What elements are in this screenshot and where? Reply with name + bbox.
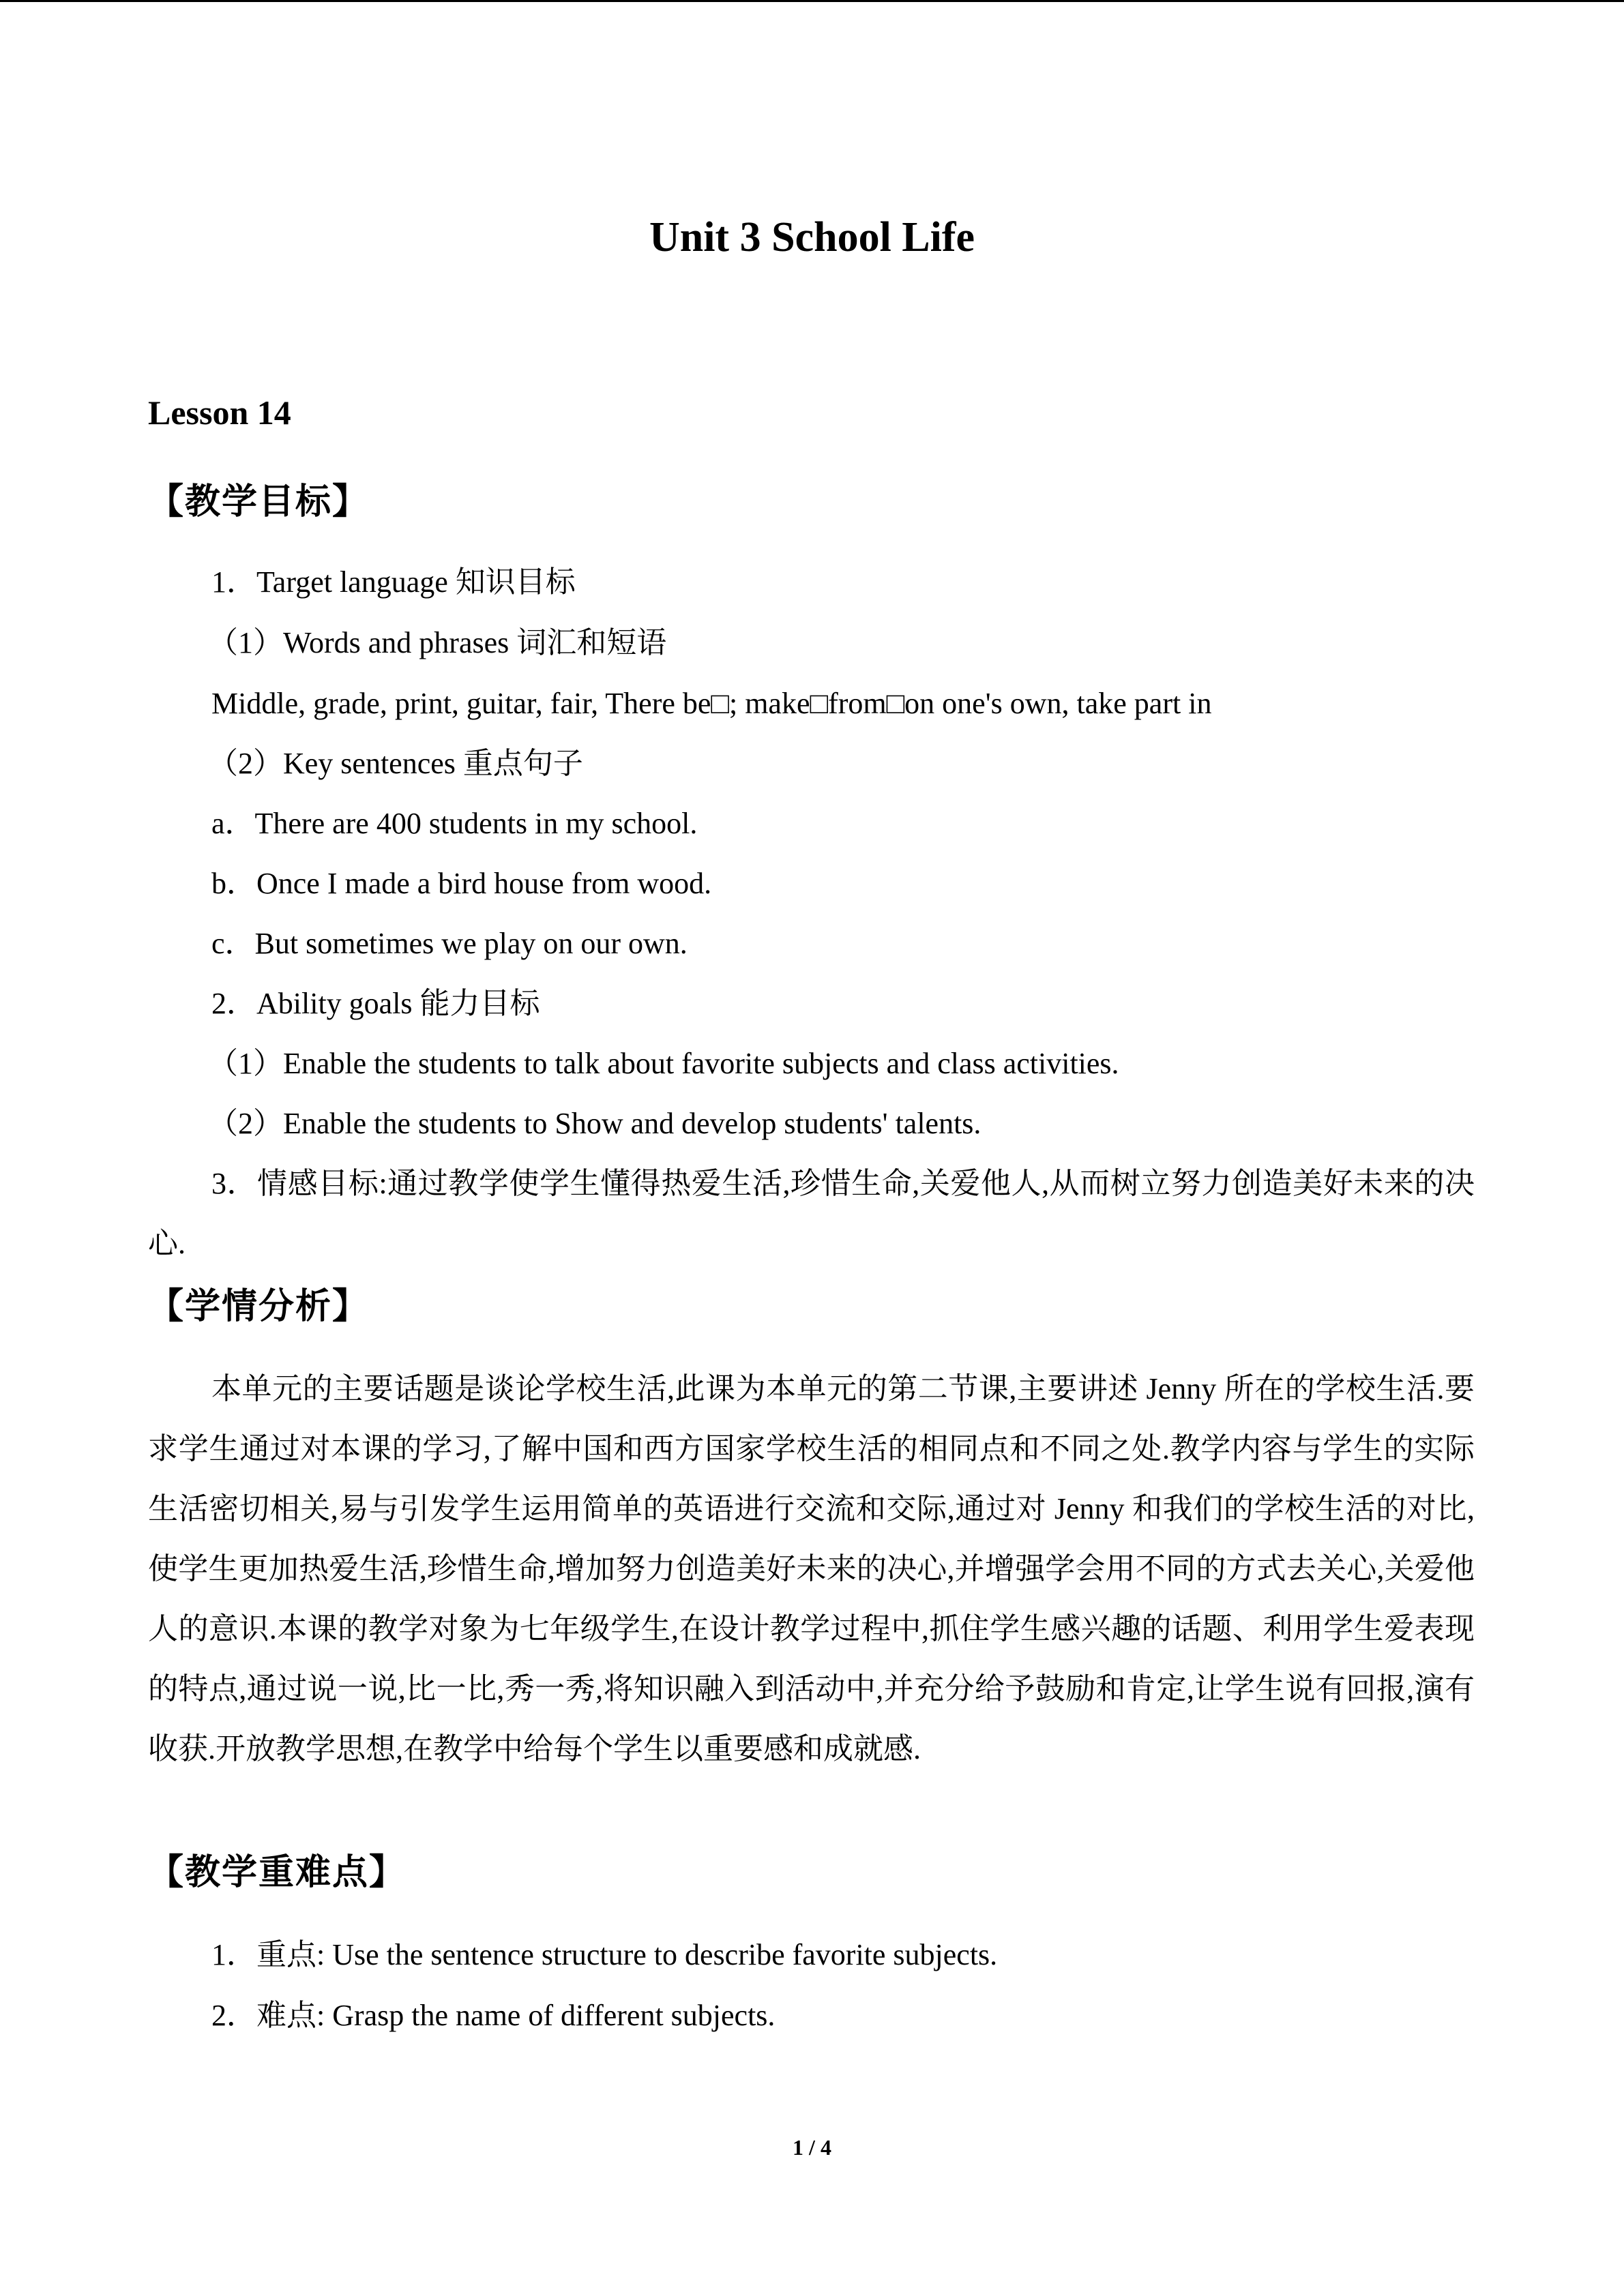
- objective-key-sentences: （2）Key sentences 重点句子: [208, 747, 583, 780]
- key-points-heading: 【教学重难点】: [148, 1852, 407, 1893]
- ability-goal-1: （1）Enable the students to talk about favorite subjects and class activities.: [208, 1047, 1119, 1080]
- objective-words-phrases: （1）Words and phrases 词汇和短语: [208, 626, 667, 659]
- key-sentence-b: b．Once I made a bird house from wood.: [211, 867, 712, 900]
- objective-emotional-goal: 3．情感目标:通过教学使学生懂得热爱生活,珍惜生命,关爱他人,从而树立努力创造美好未来的决心.: [148, 1167, 1475, 1260]
- key-sentence-c: c．But sometimes we play on our own.: [211, 927, 688, 960]
- objective-target-language: 1．Target language 知识目标: [211, 565, 576, 599]
- analysis-paragraph: 本单元的主要话题是谈论学校生活,此课为本单元的第二节课,主要讲述 Jenny 所在的学校生活.要求学生通过对本课的学习,了解中国和西方国家学校生活的相同点和不同之处.教学内容与学生的实际生活密切相关,易与引发学生运用简单的英语进行交流和交际,通过对 Jenny 和我们的学校生活的对比,使学生更加热爱生活,珍惜生命,增加努力创造美好未来的决心,并增强学会用不同的方式去关心,关爱他人的意识.本课的教学对象为七年级学生,在设计教学过程中,抓住学生感兴趣的话题、利用学生爱表现的特点,通过说一说,比一比,秀一秀,将知识融入到活动中,并充分给予鼓励和肯定,让学生说有回报,演有收获.开放教学思想,在教学中给每个学生以重要感和成就感.: [148, 1372, 1475, 1765]
- objective-ability-goals: 2．Ability goals 能力目标: [211, 987, 540, 1020]
- top-border-line: [0, 0, 1624, 2]
- page-number: 1 / 4: [793, 2135, 831, 2160]
- key-point-difficulty: 2．难点: Grasp the name of different subjects.: [211, 1999, 776, 2032]
- objectives-heading: 【教学目标】: [148, 481, 370, 522]
- analysis-heading: 【学情分析】: [148, 1286, 370, 1327]
- lesson-heading: Lesson 14: [148, 393, 291, 432]
- document-title: Unit 3 School Life: [649, 214, 975, 260]
- ability-goal-2: （2）Enable the students to Show and develop students' talents.: [208, 1107, 981, 1140]
- objective-vocabulary-list: Middle, grade, print, guitar, fair, There be□; make□from□on one's own, take part in: [211, 687, 1212, 720]
- key-sentence-a: a．There are 400 students in my school.: [211, 807, 698, 840]
- key-point-focus: 1．重点: Use the sentence structure to describe favorite subjects.: [211, 1938, 998, 1971]
